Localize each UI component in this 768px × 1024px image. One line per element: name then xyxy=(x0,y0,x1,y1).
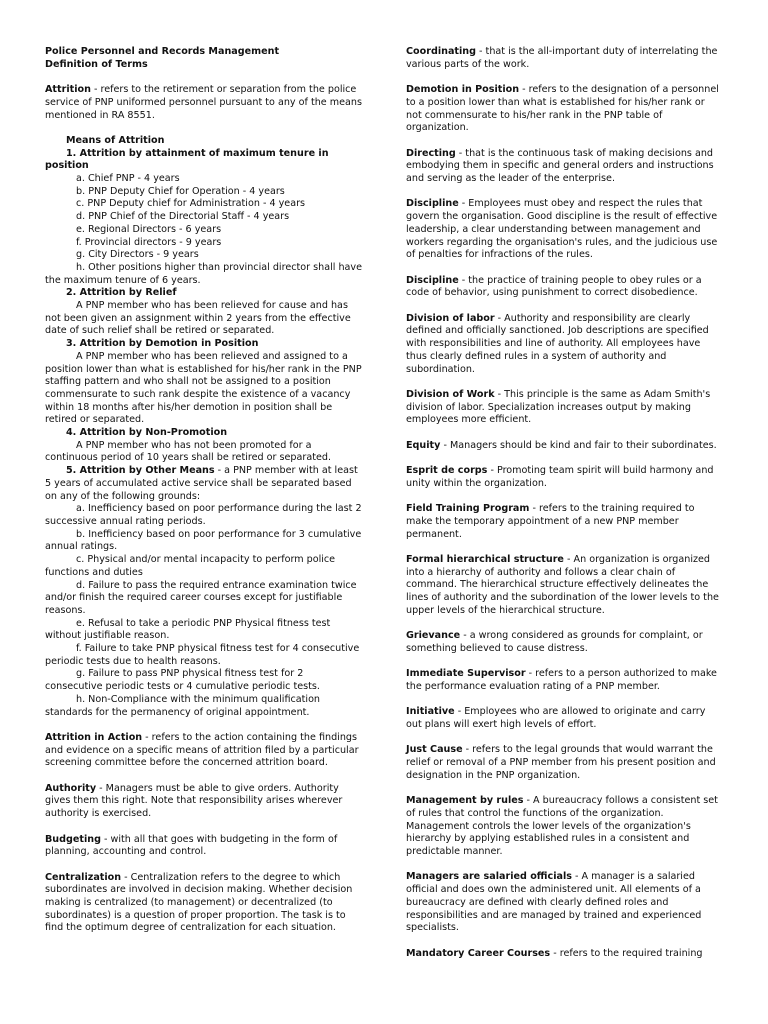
term-entry xyxy=(45,783,363,821)
m3-heading: 3. Attrition by Demotion in Position xyxy=(66,338,259,350)
document-title: Police Personnel and Records Management xyxy=(45,46,280,57)
term-label: Grievance xyxy=(406,630,461,642)
m5-item: h. Non-Compliance with the minimum qualification standards for the permanency of original appointment. xyxy=(45,693,321,718)
term-entry xyxy=(406,389,722,427)
term-definition: - Employees who are allowed to originate and carry out plans will exert high levels of effort. xyxy=(406,706,706,731)
term-label: Discipline xyxy=(406,198,459,210)
m1-item: b. PNP Deputy Chief for Operation - 4 years xyxy=(76,185,285,197)
term-definition: - This principle is the same as Adam Smith's division of labor. Specialization increases output by making employees more efficient. xyxy=(406,388,711,426)
m5-text: - a PNP member with at least 5 years of accumulated active service shall be separated based on any of the following grounds: xyxy=(45,465,358,502)
term-definition: - Managers must be able to give orders. Authority gives them this right. Note that responsibility arises wherever authority is exercised. xyxy=(45,782,343,820)
term-definition: - Employees must obey and respect the rules that govern the organisation. Good discipline is the result of effective leadership, a clear understanding between management and workers regarding the organisation's rules, and the judicious use of penalties for infractions of the rules. xyxy=(406,198,718,261)
term-definition: - refers to the required training xyxy=(550,947,703,959)
term-entry xyxy=(406,744,722,782)
term-definition: - A manager is a salaried official and does own the administered unit. All elements of a bureaucracy are defined with clearly defined roles and responsibilities and are managed by trained and experienced specialists. xyxy=(406,871,702,934)
term-label: Division of Work xyxy=(406,388,495,400)
m1-item: c. PNP Deputy chief for Administration - 4 years xyxy=(76,198,306,210)
m2-heading: 2. Attrition by Relief xyxy=(66,287,177,299)
term-entry xyxy=(406,465,722,490)
term-label: Initiative xyxy=(406,706,455,718)
m1-item: h. Other positions higher than provincial director shall have the maximum tenure of 6 years. xyxy=(45,261,362,286)
term-definition: - A bureaucracy follows a consistent set of rules that control the functions of the organization. Management controls the lower levels of the organization's hierarchy by applying established rules in a consistent and predictable manner. xyxy=(406,795,718,858)
m5-item: f. Failure to take PNP physical fitness test for 4 consecutive periodic tests due to health reasons. xyxy=(45,643,360,667)
term-entry xyxy=(406,871,722,935)
m5-item: e. Refusal to take a periodic PNP Physical fitness test without justifiable reason. xyxy=(45,617,331,642)
term-entry xyxy=(406,706,722,731)
right-column xyxy=(406,46,722,960)
document-subtitle: Definition of Terms xyxy=(45,58,148,70)
term-label: Coordinating xyxy=(406,46,476,57)
term-definition: - that is the all-important duty of interrelating the various parts of the work. xyxy=(406,46,718,70)
term-label: Equity xyxy=(406,439,441,451)
means-heading: Means of Attrition xyxy=(66,134,165,146)
term-entry xyxy=(406,313,722,377)
term-entry xyxy=(45,872,363,936)
term-entry xyxy=(406,554,722,618)
m5-item: a. Inefficiency based on poor performance during the last 2 successive annual rating periods. xyxy=(45,503,362,527)
term-definition: - Centralization refers to the degree to which subordinates are involved in decision making. Whether decision making is centralized (to management) or decentralized (to subordinates) is a question of proper proportion. The task is to find the optimum degree of centralization for each situation. xyxy=(45,871,353,934)
term-label: Discipline xyxy=(406,274,459,286)
m5-paragraph xyxy=(45,465,363,503)
term-entry xyxy=(406,46,722,71)
term-label: Attrition xyxy=(45,84,91,96)
term-label: Budgeting xyxy=(45,833,101,845)
m1-item: d. PNP Chief of the Directorial Staff - 4 years xyxy=(76,211,290,223)
m5-item: b. Inefficiency based on poor performance for 3 cumulative annual ratings. xyxy=(45,528,362,553)
term-definition: - Managers should be kind and fair to their subordinates. xyxy=(440,439,717,451)
m3-text: A PNP member who has been relieved and assigned to a position lower than what is established for his/her rank in the PNP staffing pattern and who shall not be assigned to a position commensurate to such rank despite the existence of a vacancy within 18 months after his/her demotion in position shall be retired or separated. xyxy=(45,350,362,426)
term-entry xyxy=(406,503,722,541)
term-entry xyxy=(406,275,722,300)
m2-text: A PNP member who has been relieved for cause and has not been given an assignment within 2 years from the effective date of such relief shall be retired or separated. xyxy=(45,300,351,337)
term-entry xyxy=(406,440,722,453)
term-definition: - the practice of training people to obey rules or a code of behavior, using punishment to correct disobedience. xyxy=(406,274,702,299)
term-attrition xyxy=(45,84,363,122)
term-label: Just Cause xyxy=(406,744,463,756)
term-label: Division of labor xyxy=(406,312,495,324)
term-label: Field Training Program xyxy=(406,503,530,515)
term-entry xyxy=(406,668,722,693)
term-label: Demotion in Position xyxy=(406,84,520,96)
m5-item: d. Failure to pass the required entrance examination twice and/or finish the required career courses except for justifiable reasons. xyxy=(45,579,357,616)
m1-heading: 1. Attrition by attainment of maximum tenure in position xyxy=(45,147,329,172)
term-definition: - that is the continuous task of making decisions and embodying them in specific and general orders and instructions and serving as the leader of the enterprise. xyxy=(406,147,714,184)
term-entry xyxy=(406,795,722,859)
term-definition: - refers to the legal grounds that would warrant the relief or removal of a PNP member from his present position and designation in the PNP organization. xyxy=(406,744,716,781)
left-column xyxy=(45,46,363,935)
term-definition: - with all that goes with budgeting in the form of planning, accounting and control. xyxy=(45,833,338,858)
term-definition: - refers to a person authorized to make the performance evaluation rating of a PNP member. xyxy=(406,668,717,692)
m1-item: a. Chief PNP - 4 years xyxy=(76,173,180,184)
term-entry xyxy=(45,732,363,770)
m5-item: g. Failure to pass PNP physical fitness test for 2 consecutive periodic tests or 4 cumulative periodic tests. xyxy=(45,668,320,693)
term-label: Immediate Supervisor xyxy=(406,668,526,680)
m5-heading: 5. Attrition by Other Means xyxy=(66,465,215,477)
term-label: Managers are salaried officials xyxy=(406,871,572,883)
term-label: Mandatory Career Courses xyxy=(406,947,551,959)
term-label: Attrition in Action xyxy=(45,731,143,743)
term-definition: - a wrong considered as grounds for complaint, or something believed to cause distress. xyxy=(406,630,703,654)
m1-item: g. City Directors - 9 years xyxy=(76,249,199,261)
term-definition: - refers to the retirement or separation from the police service of PNP uniformed personnel pursuant to any of the means mentioned in RA 8551. xyxy=(45,84,362,121)
term-label: Management by rules xyxy=(406,795,524,807)
term-label: Directing xyxy=(406,147,456,159)
m5-item: c. Physical and/or mental incapacity to perform police functions and duties xyxy=(45,554,336,578)
term-entry xyxy=(406,630,722,655)
term-label: Authority xyxy=(45,782,97,794)
term-label: Centralization xyxy=(45,871,122,883)
term-label: Formal hierarchical structure xyxy=(406,553,564,565)
m4-heading: 4. Attrition by Non-Promotion xyxy=(66,427,228,439)
term-entry xyxy=(406,148,722,186)
term-definition: - refers to the designation of a personnel to a position lower than what is established for his/her rank or not commensurate to his/her rank in the PNP table of organization. xyxy=(406,84,719,134)
term-entry xyxy=(406,948,722,961)
term-definition: - Promoting team spirit will build harmony and unity within the organization. xyxy=(406,465,714,489)
term-label: Esprit de corps xyxy=(406,465,488,477)
term-definition: - refers to the training required to make the temporary appointment of a new PNP member permanent. xyxy=(406,503,695,540)
term-entry xyxy=(45,834,363,859)
term-definition: - An organization is organized into a hierarchy of authority and follows a clear chain of command. The hierarchical structure effectively delineates the lines of authority and the subordination of the lower levels to the upper levels of the hierarchical structure. xyxy=(406,553,719,616)
term-definition: - refers to the action containing the findings and evidence on a specific means of attrition filed by a particular screening committee before the concerned attrition board. xyxy=(45,731,359,769)
term-entry xyxy=(406,84,722,135)
term-entry xyxy=(406,198,722,262)
m4-text: A PNP member who has not been promoted for a continuous period of 10 years shall be retired or separated. xyxy=(45,439,332,464)
term-definition: - Authority and responsibility are clearly defined and officially sanctioned. Job descriptions are specified with responsibilities and line of authority. All employees have thus clearly defined rules in a system of authority and subordination. xyxy=(406,312,709,375)
m1-item: e. Regional Directors - 6 years xyxy=(76,223,222,235)
m1-item: f. Provincial directors - 9 years xyxy=(76,236,222,248)
